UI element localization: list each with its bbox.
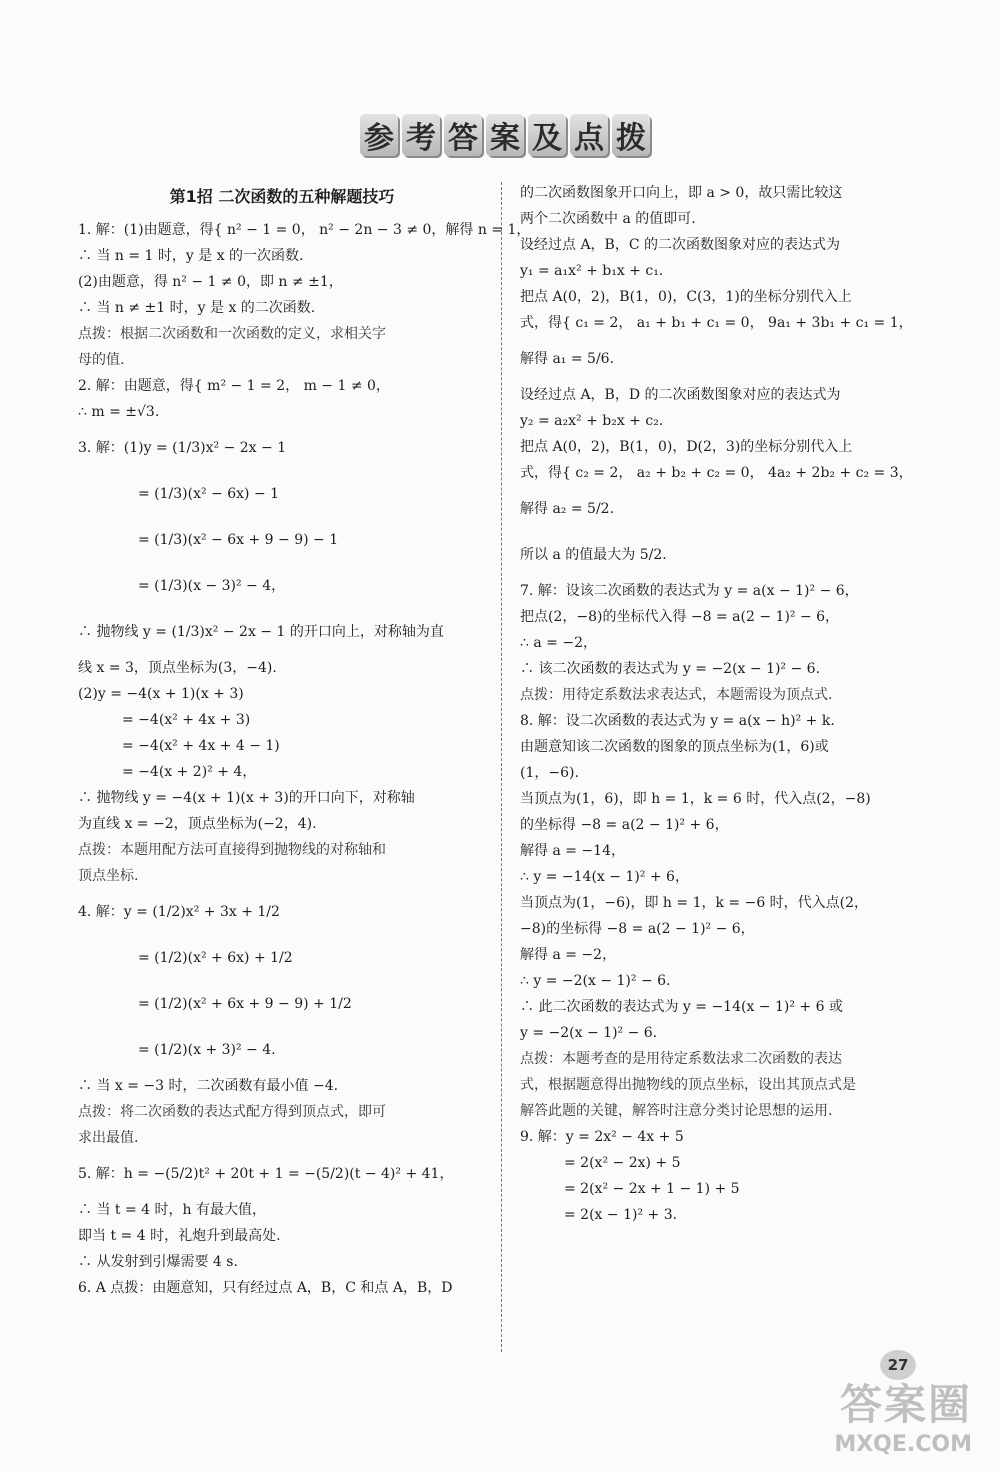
column-divider [501,182,502,1352]
hint-line: 点拨：将二次函数的表达式配方得到顶点式，即可 [78,1104,386,1120]
answer-line: = (1/2)(x + 3)² − 4. [138,1042,276,1058]
answer-line: y₁ = a₁x² + b₁x + c₁. [520,263,664,279]
answer-line: ∴ y = −14(x − 1)² + 6， [520,869,689,885]
answer-line: 8. 解：设二次函数的表达式为 y = a(x − h)² + k. [520,713,835,729]
answer-line: = (1/2)(x² + 6x + 9 − 9) + 1/2 [138,996,352,1012]
answer-line: = −4(x² + 4x + 3) [122,712,251,728]
answer-line: 当顶点为(1，−6)，即 h = 1，k = −6 时，代入点(2， [520,895,869,911]
answer-line: 设经过点 A，B，C 的二次函数图象对应的表达式为 [520,237,841,253]
banner-char: 及 [528,114,566,156]
left-answer-lines [78,217,531,1301]
answer-line: 4. 解：y = (1/2)x² + 3x + 1/2 [78,904,280,920]
answer-line: 线 x = 3，顶点坐标为(3，−4). [78,660,277,676]
answer-line: = (1/3)(x² − 6x + 9 − 9) − 1 [138,532,339,548]
answer-line: 把点(2，−8)的坐标代入得 −8 = a(2 − 1)² − 6， [520,609,840,625]
answer-line: 由题意知该二次函数的图象的顶点坐标为(1，6)或 [520,739,829,755]
answer-line: 两个二次函数中 a 的值即可. [520,211,696,227]
hint-line: 点拨：用待定系数法求表达式，本题需设为顶点式. [520,687,833,703]
answer-line: 的二次函数图象开口向上，即 a > 0，故只需比较这 [520,185,843,201]
answer-line: 即当 t = 4 时，礼炮升到最高处. [78,1228,281,1244]
answer-line: ∴ m = ±√3. [78,404,160,420]
answer-line: ∴ 该二次函数的表达式为 y = −2(x − 1)² − 6. [520,661,821,677]
answer-line: 解得 a₁ = 5/6. [520,351,615,367]
answer-banner [360,112,650,158]
answer-line: ∴ a = −2， [520,635,597,651]
hint-line: 母的值. [78,352,125,368]
answer-line: = 2(x² − 2x) + 5 [564,1155,681,1171]
answer-line: = −4(x + 2)² + 4， [122,764,257,780]
answer-line: 解得 a₂ = 5/2. [520,501,615,517]
watermark-url: MXQE.COM [834,1432,972,1457]
answer-line: 3. 解：(1)y = (1/3)x² − 2x − 1 [78,440,287,456]
banner-char: 答 [444,114,482,156]
answer-line: (1，−6). [520,765,579,781]
answer-line: = (1/2)(x² + 6x) + 1/2 [138,950,293,966]
page-number-badge: 27 [880,1350,916,1380]
right-column [520,180,930,1228]
answer-line: 2. 解：由题意，得{ m² − 1 = 2， m − 1 ≠ 0， [78,378,390,394]
hint-line: 求出最值. [78,1130,139,1146]
answer-line: 设经过点 A，B，D 的二次函数图象对应的表达式为 [520,387,841,403]
answer-line: ∴ 抛物线 y = (1/3)x² − 2x − 1 的开口向上，对称轴为直 [78,624,444,640]
hint-line: 顶点坐标. [78,868,139,884]
answer-line: 5. 解：h = −(5/2)t² + 20t + 1 = −(5/2)(t − 4)² + 41， [78,1166,454,1182]
banner-char: 案 [486,114,524,156]
hint-line: 点拨：根据二次函数和一次函数的定义，求相关字 [78,326,386,342]
answer-line: 所以 a 的值最大为 5/2. [520,547,667,563]
hint-line: 点拨：本题用配方法可直接得到抛物线的对称轴和 [78,842,386,858]
banner-char: 拨 [612,114,650,156]
answer-line: 的坐标得 −8 = a(2 − 1)² + 6， [520,817,729,833]
answer-line: 把点 A(0，2)，B(1，0)，D(2，3)的坐标分别代入上 [520,439,853,455]
answer-line: = 2(x² − 2x + 1 − 1) + 5 [564,1181,740,1197]
answer-line: 解得 a = −14， [520,843,625,859]
answer-line: 9. 解：y = 2x² − 4x + 5 [520,1129,684,1145]
answer-line: (2)y = −4(x + 1)(x + 3) [78,686,244,702]
answer-line: ∴ 当 n ≠ ±1 时，y 是 x 的二次函数. [78,300,316,316]
answer-line: 式，得{ c₂ = 2， a₂ + b₂ + c₂ = 0， 4a₂ + 2b₂ + c₂ = 3， [520,465,913,481]
answer-line: = 2(x − 1)² + 3. [564,1207,678,1223]
answer-line: ∴ 当 t = 4 时，h 有最大值， [78,1202,266,1218]
answer-line: 6. A 点拨：由题意知，只有经过点 A，B，C 和点 A，B，D [78,1280,453,1296]
hint-line: 解答此题的关键，解答时注意分类讨论思想的运用. [520,1103,833,1119]
banner-char: 点 [570,114,608,156]
answer-line: = (1/3)(x² − 6x) − 1 [138,486,280,502]
answer-line: ∴ 当 x = −3 时，二次函数有最小值 −4. [78,1078,339,1094]
answer-line: ∴ 当 n = 1 时，y 是 x 的一次函数. [78,248,304,264]
hint-line: 式，根据题意得出抛物线的顶点坐标，设出其顶点式是 [520,1077,856,1093]
answer-line: ∴ y = −2(x − 1)² − 6. [520,973,671,989]
answer-line: ∴ 此二次函数的表达式为 y = −14(x − 1)² + 6 或 [520,999,843,1015]
hint-line: 点拨：本题考查的是用待定系数法求二次函数的表达 [520,1051,842,1067]
answer-line: 把点 A(0，2)，B(1，0)，C(3，1)的坐标分别代入上 [520,289,852,305]
left-column [78,180,531,1301]
answer-line: 解得 a = −2， [520,947,617,963]
answer-line: 当顶点为(1，6)，即 h = 1，k = 6 时，代入点(2，−8) [520,791,871,807]
answer-line: 7. 解：设该二次函数的表达式为 y = a(x − 1)² − 6， [520,583,859,599]
answer-line: 式，得{ c₁ = 2， a₁ + b₁ + c₁ = 0， 9a₁ + 3b₁ + c₁ = 1， [520,315,913,331]
answer-line: 1. 解：(1)由题意，得{ n² − 1 = 0， n² − 2n − 3 ≠ 0，解得 n = 1， [78,222,531,238]
answer-line: y = −2(x − 1)² − 6. [520,1025,658,1041]
banner-char: 参 [360,114,398,156]
answer-line: = (1/3)(x − 3)² − 4， [138,578,286,594]
right-answer-lines [520,180,930,1228]
answer-line: = −4(x² + 4x + 4 − 1) [122,738,280,754]
answer-line: 为直线 x = −2，顶点坐标为(−2，4). [78,816,317,832]
answer-line: ∴ 从发射到引爆需要 4 s. [78,1254,238,1270]
answer-line: (2)由题意，得 n² − 1 ≠ 0，即 n ≠ ±1， [78,274,343,290]
answer-line: y₂ = a₂x² + b₂x + c₂. [520,413,664,429]
watermark [834,1372,972,1457]
banner-char: 考 [402,114,440,156]
answer-line: −8)的坐标得 −8 = a(2 − 1)² − 6， [520,921,755,937]
answer-line: ∴ 抛物线 y = −4(x + 1)(x + 3)的开口向下，对称轴 [78,790,415,806]
watermark-logo: 答案圈 [839,1380,972,1429]
section-title: 第1招 二次函数的五种解题技巧 [169,187,395,206]
